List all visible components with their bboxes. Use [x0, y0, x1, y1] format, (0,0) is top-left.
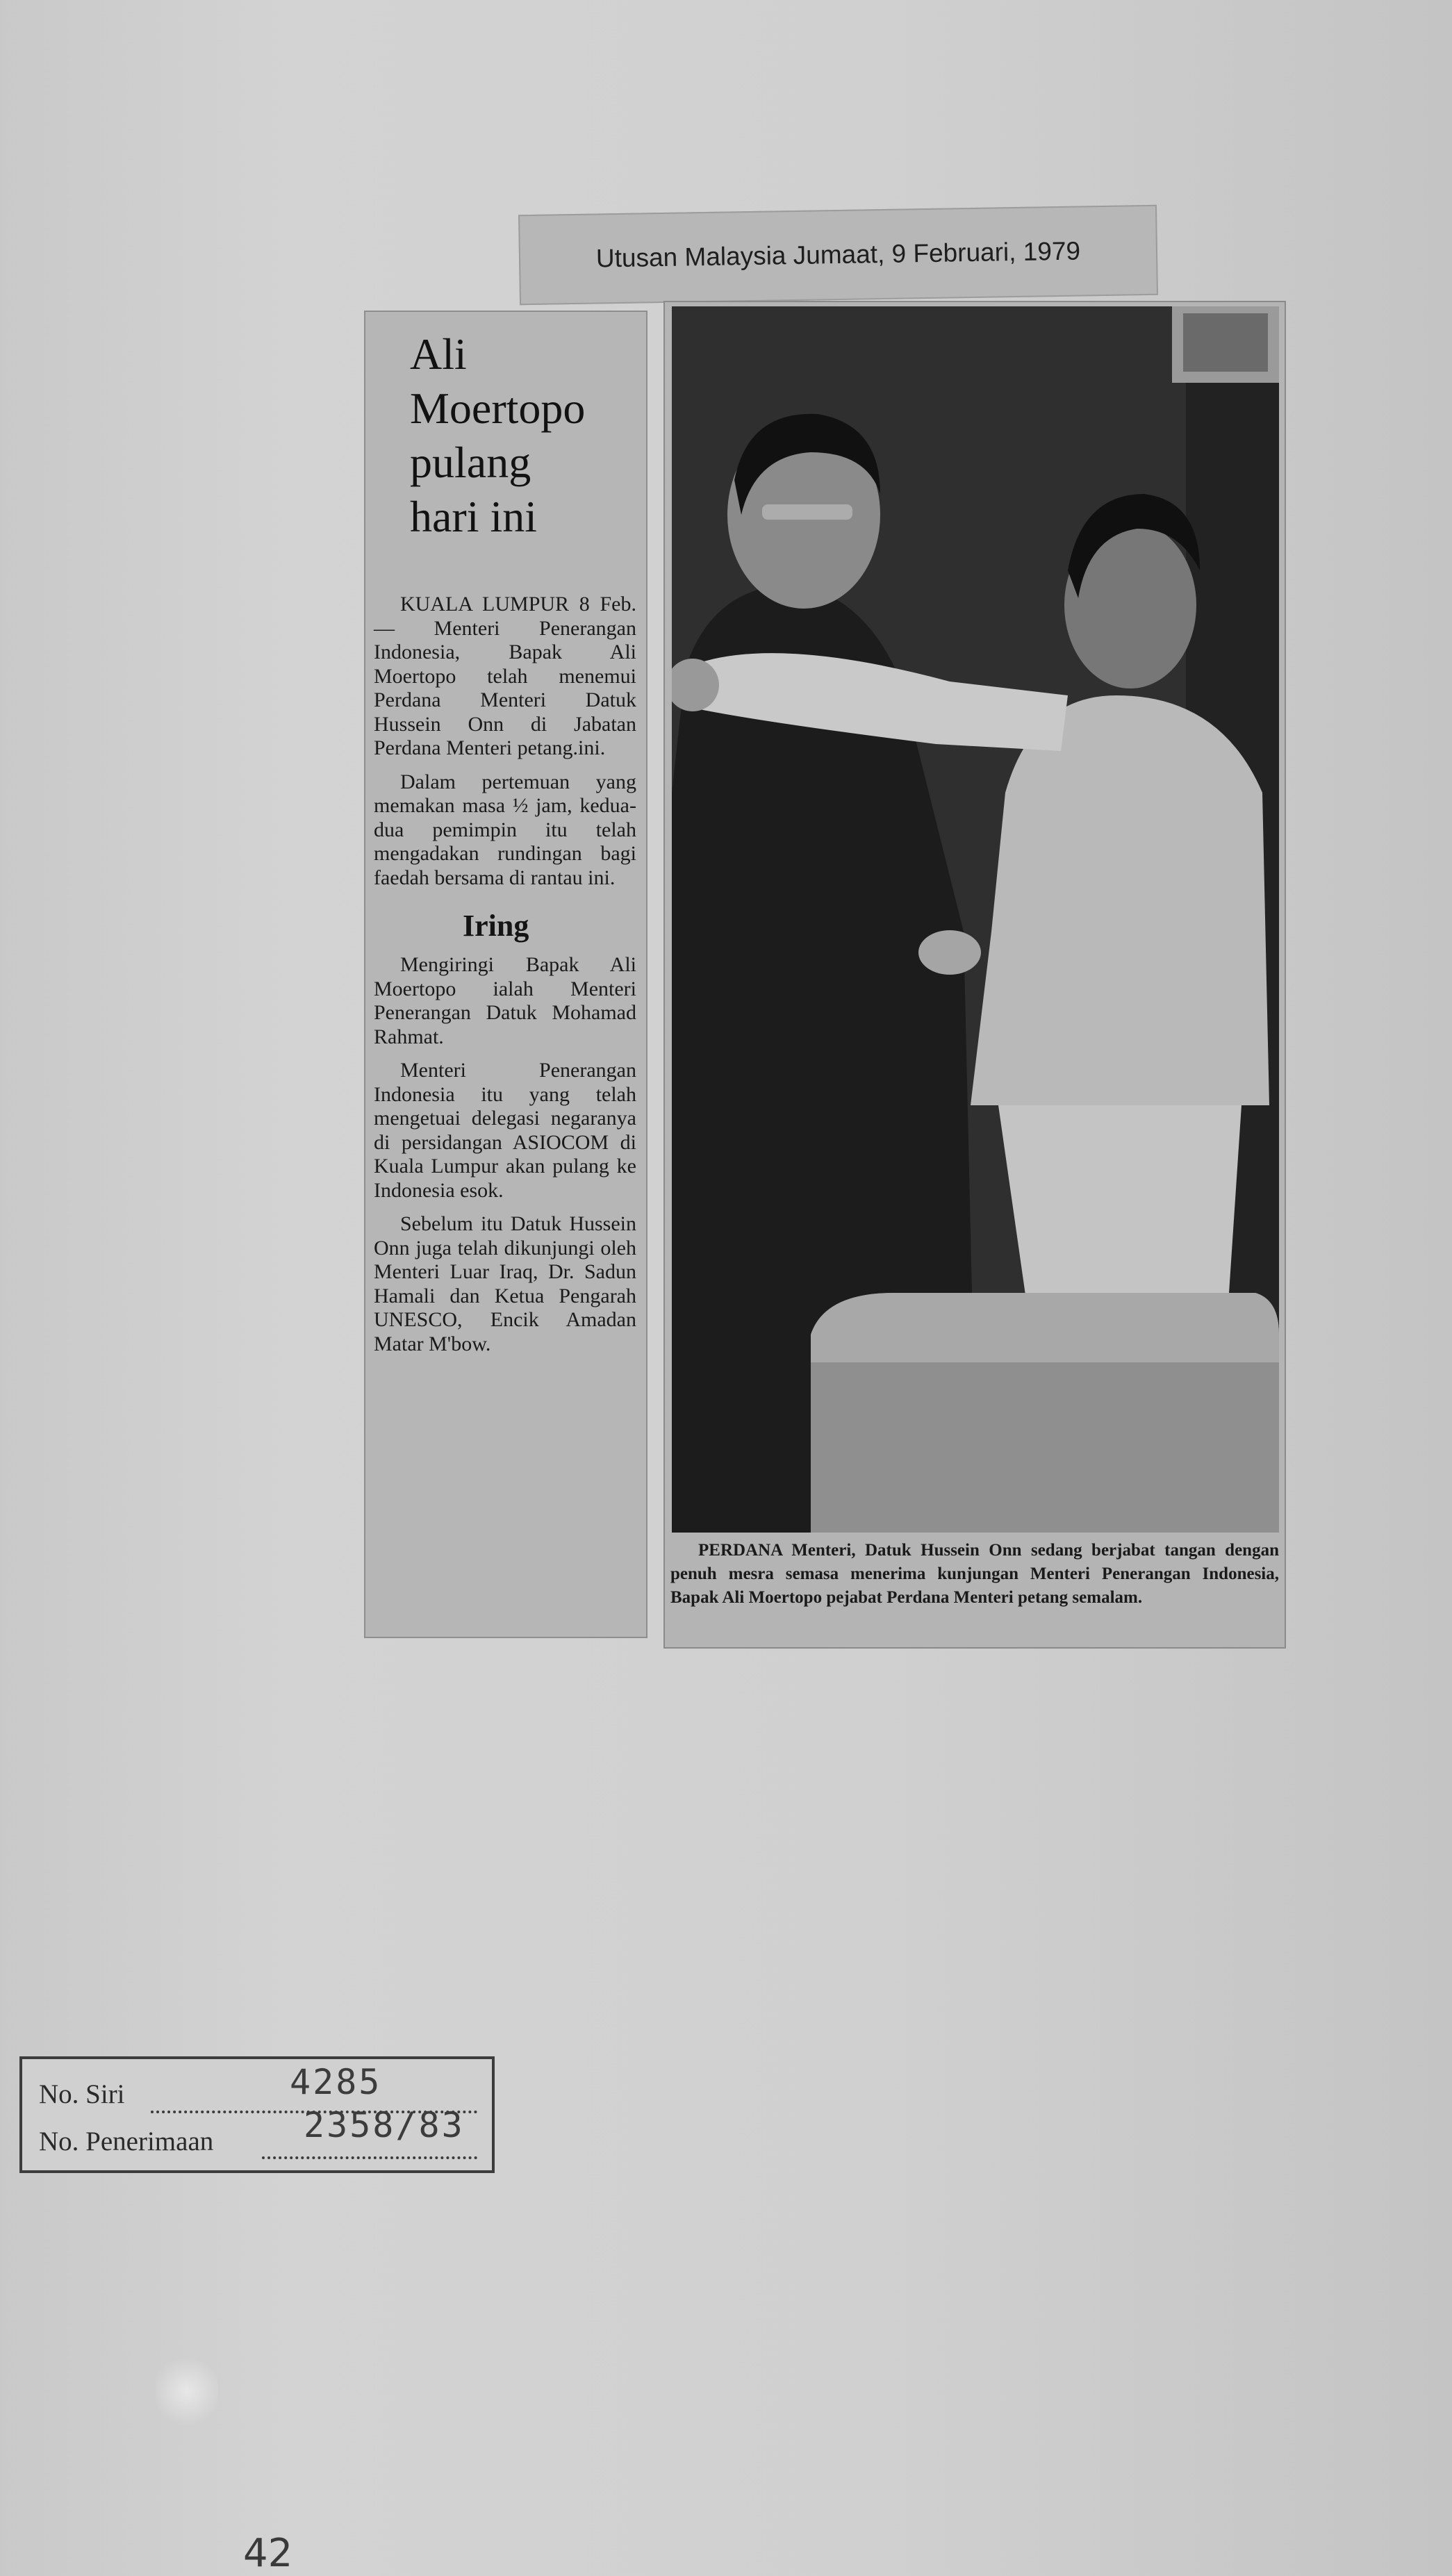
photo-block	[663, 301, 1286, 1649]
article-paragraph: Mengiringi Bapak Ali Moertopo ialah Menteri Penerangan Datuk Mohamad Rahmat.	[374, 953, 636, 1048]
news-photo	[672, 306, 1279, 1533]
siri-value: 4285	[290, 2062, 382, 2102]
photo-caption: PERDANA Menteri, Datuk Hussein Onn sedang berjabat tangan dengan penuh mesra semasa menerima kunjungan Menteri Penerangan Indonesia, Bapak Ali Moertopo pejabat Perdana Menteri petang semalam.	[670, 1541, 1279, 1607]
masthead-text: Utusan Malaysia Jumaat, 9 Februari, 1979	[595, 236, 1081, 273]
article-headline: Ali Moertopo pulang hari ini	[410, 329, 586, 541]
article-paragraph: Dalam pertemuan yang memakan masa ½ jam, kedua-dua pemimpin itu telah mengadakan rundingan bagi faedah bersama di rantau ini.	[374, 770, 636, 889]
article-paragraph: Menteri Penerangan Indonesia itu yang telah mengetuai delegasi negaranya di persidangan ASIOCOM di Kuala Lumpur akan pulang ke Indonesia esok.	[374, 1059, 636, 1202]
article-paragraph: Sebelum itu Datuk Hussein Onn juga telah dikunjungi oleh Menteri Luar Iraq, Dr. Sadun Hamali dan Ketua Pengarah UNESCO, Encik Amadan Matar M'bow.	[374, 1212, 636, 1355]
photo-illustration	[672, 306, 1279, 1533]
page-number: 42	[243, 2531, 293, 2576]
article-column	[364, 311, 647, 1638]
paper-smudge	[156, 2353, 218, 2429]
penerimaan-label: No. Penerimaan	[39, 2127, 214, 2156]
newspaper-masthead	[518, 205, 1158, 305]
archive-stamp	[19, 2056, 495, 2173]
article-subhead: Iring	[463, 909, 529, 943]
article-paragraph: KUALA LUMPUR 8 Feb. — Menteri Penerangan Indonesia, Bapak Ali Moertopo telah menemui Perdana Menteri Datuk Hussein Onn di Jabatan Perdana Menteri petang.ini.	[374, 593, 636, 759]
penerimaan-dotted-line	[262, 2156, 477, 2159]
siri-label: No. Siri	[39, 2079, 125, 2109]
penerimaan-value: 2358/83	[304, 2105, 465, 2145]
